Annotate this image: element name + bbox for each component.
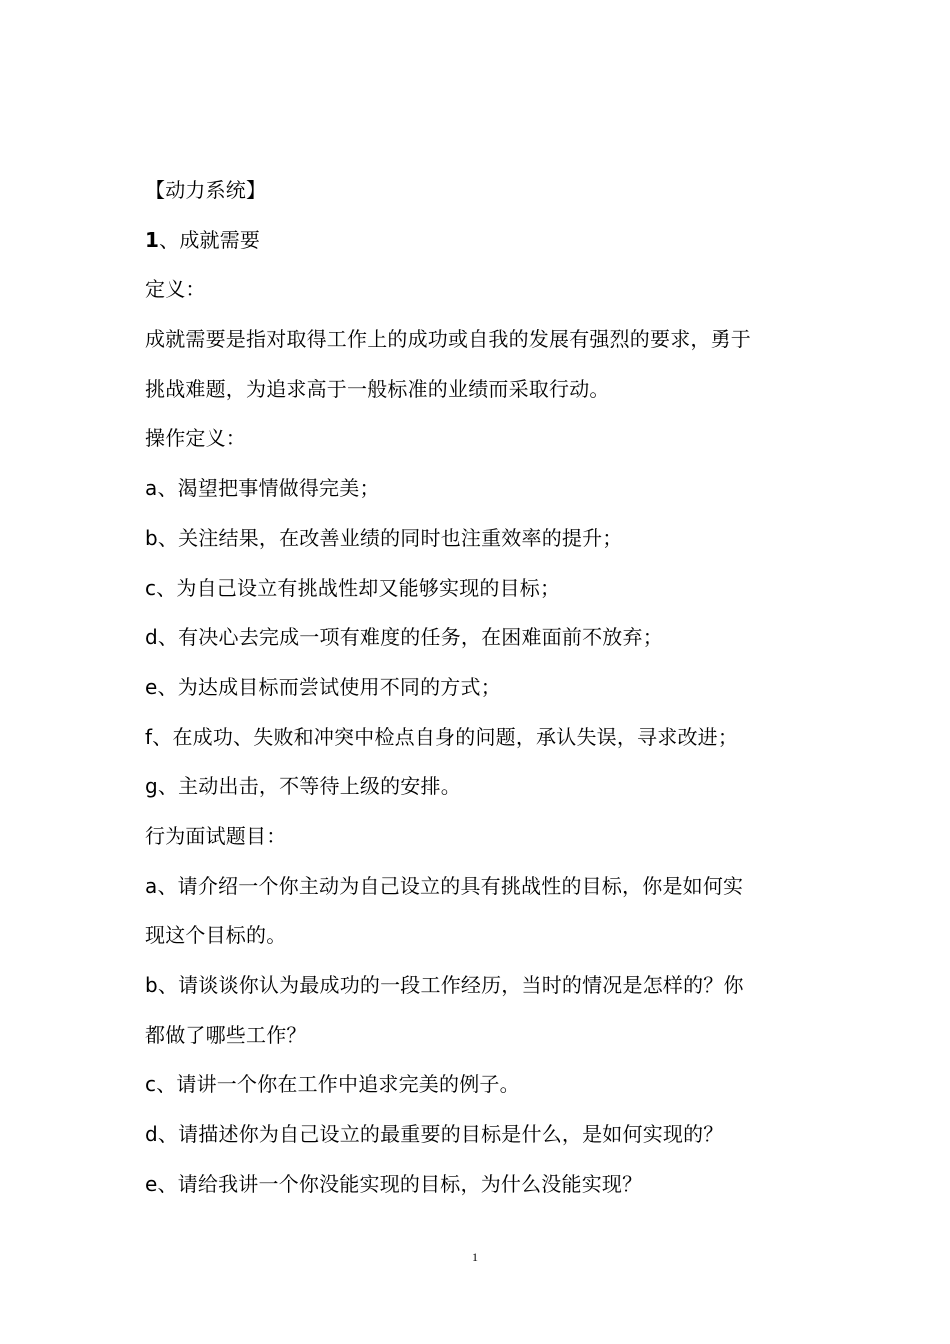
operational-definition-label: 操作定义：	[145, 426, 246, 451]
operational-item: d、有决心去完成一项有难度的任务，在困难面前不放弃；	[145, 625, 663, 650]
section-title	[145, 216, 815, 266]
section-title-text: 、成就需要	[159, 227, 261, 252]
operational-item: a、渴望把事情做得完美；	[145, 476, 380, 501]
document-body	[145, 166, 815, 1209]
section-heading: 【动力系统】	[145, 178, 267, 202]
page-number: 1	[472, 1250, 478, 1264]
definition-text-line: 成就需要是指对取得工作上的成功或自我的发展有强烈的要求，勇于	[145, 327, 751, 352]
interview-question-line: e、请给我讲一个你没能实现的目标，为什么没能实现？	[145, 1171, 643, 1196]
operational-item: f、在成功、失败和冲突中检点自身的问题，承认失误，寻求改进；	[145, 724, 739, 749]
interview-question-line: c、请讲一个你在工作中追求完美的例子。	[145, 1072, 520, 1097]
definition-text-line: 挑战难题，为追求高于一般标准的业绩而采取行动。	[145, 376, 610, 401]
operational-item: c、为自己设立有挑战性却又能够实现的目标；	[145, 575, 561, 600]
interview-question-line: d、请描述你为自己设立的最重要的目标是什么，是如何实现的？	[145, 1122, 724, 1147]
interview-question-line: 都做了哪些工作？	[145, 1022, 307, 1047]
operational-item: g、主动出击，不等待上级的安排。	[145, 774, 461, 799]
interview-question-line: b、请谈谈你认为最成功的一段工作经历，当时的情况是怎样的？你	[145, 973, 744, 997]
interview-questions-label: 行为面试题目：	[145, 823, 287, 848]
operational-item: b、关注结果，在改善业绩的同时也注重效率的提升；	[145, 525, 623, 550]
interview-question-line: a、请介绍一个你主动为自己设立的具有挑战性的目标，你是如何实	[145, 873, 744, 898]
definition-label: 定义：	[145, 277, 206, 302]
operational-item: e、为达成目标而尝试使用不同的方式；	[145, 674, 501, 699]
section-number: 1	[145, 227, 160, 252]
interview-question-line: 现这个目标的。	[145, 923, 287, 948]
